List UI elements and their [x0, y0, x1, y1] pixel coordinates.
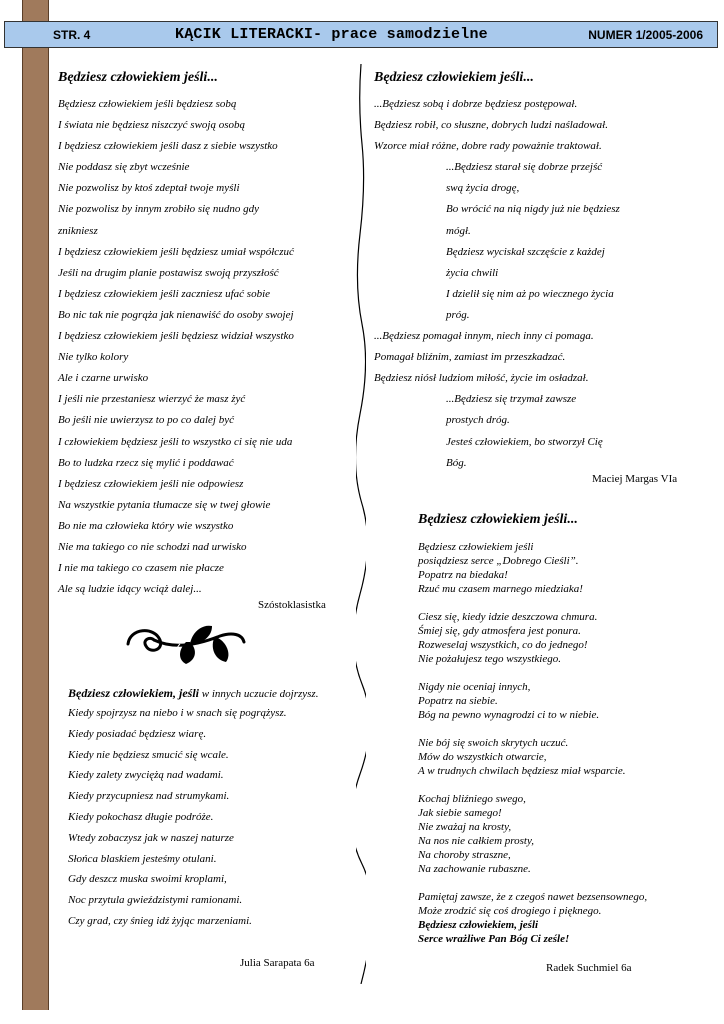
poem-line: Ale i czarne urwisko — [58, 372, 149, 385]
poem-line: Będziesz wyciskał szczęście z każdej — [446, 245, 605, 258]
poem-line: I jeśli nie przestaniesz wierzyć że masz żyć — [58, 393, 246, 406]
poem-line: Kiedy pokochasz długie podróże. — [68, 810, 214, 823]
poem-2-lines — [68, 703, 358, 932]
poem-line: Nie pożałujesz tego wszystkiego. — [418, 653, 561, 665]
poem-line: Jesteś człowiekiem, bo stworzył Cię — [446, 435, 603, 448]
poem-line: Popatrz na biedaka! — [418, 569, 508, 581]
vine-leaf-ornament — [120, 614, 250, 666]
poem-line: I będziesz człowiekiem jeśli nie odpowiesz — [58, 477, 244, 490]
poem-line: I nie ma takiego co czasem nie płacze — [58, 562, 224, 575]
poem-line-bold: Będziesz człowiekiem, jeśli — [418, 919, 539, 931]
poem-stanza — [418, 540, 708, 596]
poem-line: Bo to ludzka rzecz się mylić i poddawać — [58, 456, 234, 469]
poem-line: swą życia drogę, — [446, 182, 520, 195]
poem-line: Kiedy nie będziesz smucić się wcale. — [68, 748, 229, 761]
poem-line: Na choroby straszne, — [418, 849, 511, 861]
poem-line: Nie zważaj na krosty, — [418, 821, 512, 833]
poem-2-author: Julia Sarapata 6a — [240, 957, 315, 969]
poem-3-lines-d — [374, 389, 694, 473]
poem-line: Słońca blaskiem jesteśmy otulani. — [68, 852, 217, 865]
poem-line: Kiedy spojrzysz na niebo i w snach się pogrążysz. — [68, 707, 287, 719]
poem-2-title-rest: w innych uczucie dojrzysz. — [199, 688, 319, 700]
poem-line: Kiedy posiadać będziesz wiarę. — [68, 727, 207, 740]
poem-line: Rzuć mu czasem marnego miedziaka! — [418, 583, 583, 595]
poem-line: Nie ma takiego co nie schodzi nad urwisko — [58, 540, 247, 553]
poem-line: Jak siebie samego! — [418, 807, 502, 819]
poem-line: Wtedy zobaczysz jak w naszej naturze — [68, 831, 234, 844]
poem-stanza — [418, 736, 708, 778]
poem-line: Popatrz na siebie. — [418, 695, 498, 707]
poem-2-title — [68, 686, 358, 701]
poem-line: Jeśli na drugim planie postawisz swoją przyszłość — [58, 266, 279, 279]
poem-line: Nie bój się swoich skrytych uczuć. — [418, 737, 569, 749]
poem-stanza — [418, 792, 708, 876]
poem-line: A w trudnych chwilach będziesz miał wsparcie. — [418, 765, 626, 777]
poem-line: Kochaj bliźniego swego, — [418, 793, 526, 805]
sidebar-bar — [22, 0, 49, 1010]
poem-line: mógł. — [446, 224, 471, 237]
poem-3-title: Będziesz człowiekiem jeśli... — [374, 70, 534, 85]
poem-line: ...Będziesz pomagał innym, niech inny ci pomaga. — [374, 330, 594, 343]
poem-line: Może zrodzić się coś drogiego i pięknego. — [418, 905, 602, 917]
poem-line: Rozweselaj wszystkich, co do jednego! — [418, 639, 588, 651]
poem-line: Gdy deszcz muska swoimi kroplami, — [68, 873, 227, 886]
poem-line: Bo nie ma człowieka który wie wszystko — [58, 519, 234, 532]
poem-stanza — [418, 610, 708, 666]
poem-line: Będziesz człowiekiem jeśli — [418, 541, 534, 553]
page-header — [4, 21, 718, 48]
poem-line: I człowiekiem będziesz jeśli to wszystko ci się nie uda — [58, 435, 293, 448]
poem-1-author: Szóstoklasistka — [258, 599, 326, 611]
section-title: KĄCIK LITERACKI- prace samodzielne — [175, 26, 488, 43]
poem-line: Bóg. — [446, 456, 467, 469]
poem-line: Na nos nie całkiem prosty, — [418, 835, 534, 847]
poem-stanza — [418, 680, 708, 722]
poem-2-title-bold: Będziesz człowiekiem, jeśli — [68, 686, 199, 700]
poem-3 — [374, 70, 694, 474]
poem-3-lines-c — [374, 326, 694, 389]
poem-line: Na wszystkie pytania tłumacze się w twej głowie — [58, 498, 271, 511]
poem-line: Nie poddasz się zbyt wcześnie — [58, 161, 190, 174]
poem-line: Bóg na pewno wynagrodzi ci to w niebie. — [418, 709, 600, 721]
poem-line: Bo jeśli nie uwierzysz to po co dalej być — [58, 414, 234, 427]
poem-3-lines-a — [374, 94, 694, 157]
poem-line: Wzorce miał różne, dobre rady poważnie traktował. — [374, 140, 602, 153]
poem-line: Czy grad, czy śnieg idź żyjąc marzeniami. — [68, 914, 252, 927]
poem-4-stanzas — [418, 540, 708, 918]
poem-1 — [58, 70, 354, 600]
poem-line: Kiedy przycupniesz nad strumykami. — [68, 790, 230, 803]
poem-4-author: Radek Suchmiel 6a — [546, 962, 632, 974]
poem-line: Kiedy zalety zwyciężą nad wadami. — [68, 769, 224, 782]
poem-line: Nie tylko kolory — [58, 351, 129, 364]
poem-line: ...Będziesz się trzymał zawsze — [446, 393, 577, 406]
poem-line: posiądziesz serce „Dobrego Cieśli”. — [418, 555, 579, 567]
poem-1-lines — [58, 94, 354, 600]
poem-3-lines-b — [374, 157, 694, 326]
poem-line: I dzielił się nim aż po wiecznego życia — [446, 287, 614, 300]
poem-line: ...Będziesz starał się dobrze przejść — [446, 161, 603, 174]
poem-line: Bo nic tak nie pogrąża jak nienawiść do osoby swojej — [58, 308, 294, 321]
poem-line: I będziesz człowiekiem jeśli będziesz umiał współczuć — [58, 245, 294, 258]
poem-4-final — [418, 918, 708, 946]
poem-line: I będziesz człowiekiem jeśli będziesz widział wszystko — [58, 330, 294, 343]
poem-line: I będziesz człowiekiem jeśli dasz z siebie wszystko — [58, 140, 278, 153]
issue-number: NUMER 1/2005-2006 — [588, 28, 703, 42]
poem-stanza — [418, 890, 708, 918]
poem-line-bold: Serce wrażliwe Pan Bóg Ci ześle! — [418, 933, 570, 945]
poem-2 — [68, 686, 358, 932]
poem-line: Nigdy nie oceniaj innych, — [418, 681, 531, 693]
poem-line: Na zachowanie rubaszne. — [418, 863, 531, 875]
poem-4-title: Będziesz człowiekiem jeśli... — [418, 512, 578, 527]
poem-line: Będziesz robił, co słuszne, dobrych ludzi naśladował. — [374, 119, 608, 132]
poem-line: I świata nie będziesz niszczyć swoją osobą — [58, 119, 245, 132]
poem-line: znikniesz — [58, 224, 98, 237]
page-number: STR. 4 — [53, 28, 91, 42]
poem-line: życia chwili — [446, 266, 499, 279]
poem-line: Ale są ludzie idący wciąż dalej... — [58, 583, 202, 596]
poem-line: ...Będziesz sobą i dobrze będziesz postępował. — [374, 98, 578, 110]
poem-line: Śmiej się, gdy atmosfera jest ponura. — [418, 625, 581, 637]
poem-1-title: Będziesz człowiekiem jeśli... — [58, 70, 218, 85]
poem-line: Będziesz człowiekiem jeśli będziesz sobą — [58, 98, 237, 110]
poem-line: Pomagał bliźnim, zamiast im przeszkadzać. — [374, 351, 566, 364]
poem-line: Pamiętaj zawsze, że z czegoś nawet bezsensownego, — [418, 891, 648, 903]
poem-line: Noc przytula gwieździstymi ramionami. — [68, 894, 243, 907]
poem-line: Mów do wszystkich otwarcie, — [418, 751, 547, 763]
poem-line: I będziesz człowiekiem jeśli zaczniesz ufać sobie — [58, 287, 271, 300]
poem-line: próg. — [446, 308, 470, 321]
poem-line: Nie pozwolisz by ktoś zdeptał twoje myśli — [58, 182, 240, 195]
poem-4 — [418, 512, 708, 946]
poem-line: Ciesz się, kiedy idzie deszczowa chmura. — [418, 611, 598, 623]
poem-line: Nie pozwolisz by innym zrobiło się nudno gdy — [58, 203, 259, 216]
poem-line: Bo wrócić na nią nigdy już nie będziesz — [446, 203, 620, 216]
poem-3-author: Maciej Margas VIa — [592, 473, 678, 485]
poem-line: Będziesz niósł ludziom miłość, życie im osładzał. — [374, 372, 589, 385]
poem-line: prostych dróg. — [446, 414, 510, 427]
